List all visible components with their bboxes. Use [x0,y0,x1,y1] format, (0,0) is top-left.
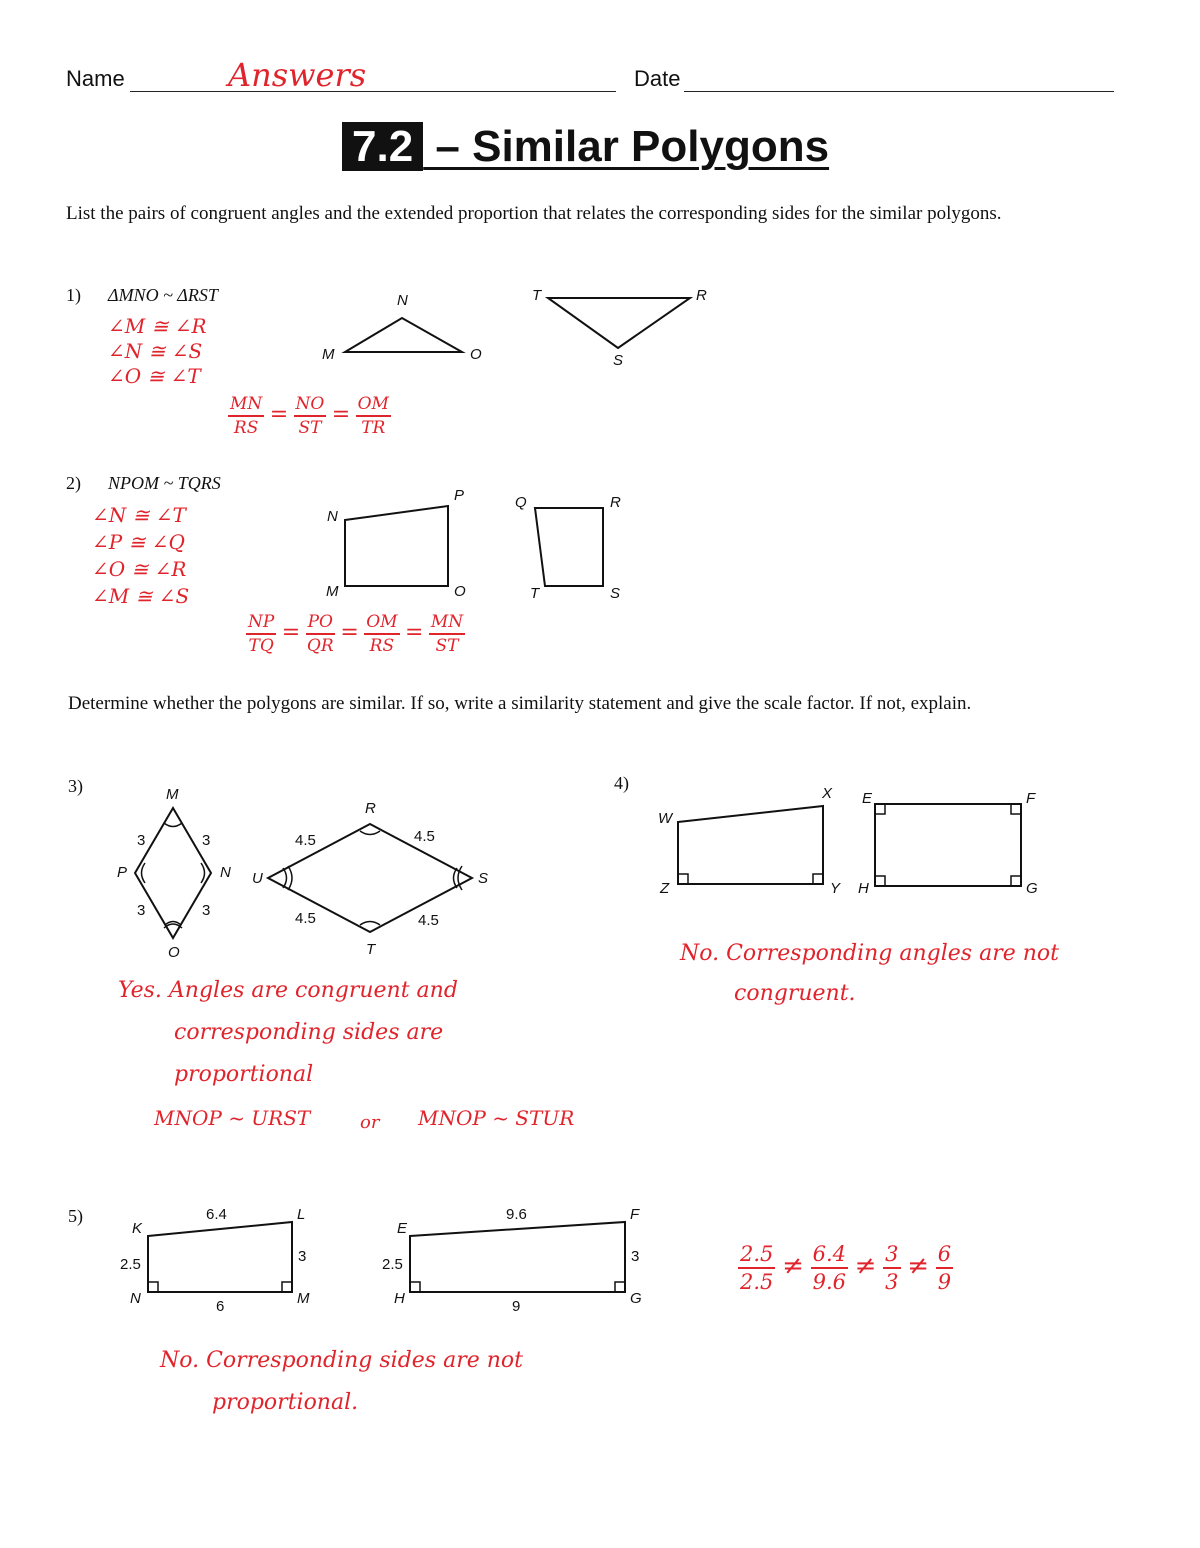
answer-line: proportional [174,1062,314,1087]
title-text: – Similar Polygons [423,122,830,171]
side-length: 2.5 [120,1256,141,1273]
similarity-statement-a: MNOP ~ URST [154,1106,311,1130]
vertex-label: S [613,352,624,369]
angle-pair: ∠O ≅ ∠R [92,557,187,581]
angle-pair: ∠M ≅ ∠R [108,314,207,338]
vertex-label: G [1026,880,1038,897]
side-length: 3 [202,902,211,919]
vertex-label: F [630,1206,640,1223]
instructions-1: List the pairs of congruent angles and the extended proportion that relates the corresponding sides for the similar polygons. [66,203,1002,224]
side-length: 6.4 [206,1206,227,1223]
problem-1-statement: ΔMNO ~ ΔRST [108,285,218,305]
quad-efgh [410,1222,625,1292]
angle-pair: ∠N ≅ ∠S [108,339,203,363]
vertex-label: T [366,941,376,958]
vertex-label: P [454,487,465,504]
vertex-label: Z [660,880,670,897]
problem-2-statement: NPOM ~ TQRS [108,473,221,493]
vertex-label: L [297,1206,306,1223]
problem-2-proportion: $\frac{NP}{TQ}$ = $\frac{PO}{QR}$ = $\frac{OM}{RS}$ = $\frac{MN}{ST}$ [248,612,464,656]
vertex-label: R [365,800,376,817]
vertex-label: M [326,583,339,600]
vertex-label: W [658,810,673,827]
vertex-label: R [610,494,621,511]
vertex-label: N [327,508,338,525]
problem-2-number: 2) [66,473,81,493]
vertex-label: M [166,786,179,803]
name-label: Name [66,66,125,91]
vertex-label: H [394,1290,405,1307]
side-length: 4.5 [295,832,316,849]
date-label: Date [634,66,681,91]
problem-1-proportion: $\frac{MN}{RS}$ = $\frac{NO}{ST}$ = $\frac{OM}{TR}$ [230,394,389,438]
vertex-label: M [297,1290,310,1307]
vertex-label: Y [830,880,841,897]
vertex-label: G [630,1290,642,1307]
answer-line: Yes. Angles are congruent and [118,978,458,1003]
problem-5-answer [160,1340,523,1424]
vertex-label: Q [515,494,527,511]
or-text: or [360,1112,380,1133]
instructions-2: Determine whether the polygons are similar. If so, write a similarity statement and give the scale factor. If not, explain. [68,693,972,714]
vertex-label: E [397,1220,408,1237]
problem-5-ratios: $\frac{2.5}{2.5}$ ≠ $\frac{6.4}{9.6}$ ≠ $\frac{3}{3}$ ≠ $\frac{6}{9}$ [740,1242,952,1294]
side-length: 9 [512,1298,521,1315]
similarity-statement-b: MNOP ~ STUR [418,1106,575,1130]
answer-line: congruent. [734,981,856,1006]
vertex-label: O [470,346,482,363]
side-length: 4.5 [295,910,316,927]
vertex-label: O [454,583,466,600]
vertex-label: F [1026,790,1036,807]
answer-line: No. Corresponding angles are not [680,941,1059,966]
side-length: 3 [202,832,211,849]
vertex-label: H [858,880,869,897]
answer-line: proportional. [212,1390,359,1415]
side-length: 3 [631,1248,640,1265]
side-length: 4.5 [414,828,435,845]
vertex-label: O [168,944,180,961]
problem-4-number: 4) [614,773,629,793]
angle-pair: ∠P ≅ ∠Q [92,530,185,554]
problem-3-number: 3) [68,776,83,796]
problem-5-number: 5) [68,1206,83,1226]
angle-pair: ∠N ≅ ∠T [92,503,186,527]
problem-1-number: 1) [66,285,81,305]
side-length: 3 [298,1248,307,1265]
name-value: Answers [228,56,367,94]
angle-pair: ∠M ≅ ∠S [92,584,190,608]
side-length: 6 [216,1298,225,1315]
side-length: 9.6 [506,1206,527,1223]
vertex-label: T [532,287,542,304]
vertex-label: S [610,585,621,602]
quad-klmn [148,1222,292,1292]
vertex-label: P [117,864,128,881]
answer-line: corresponding sides are [174,1020,444,1045]
vertex-label: N [130,1290,141,1307]
vertex-label: N [220,864,231,881]
vertex-label: U [252,870,263,887]
vertex-label: T [530,585,540,602]
vertex-label: R [696,287,707,304]
vertex-label: K [132,1220,143,1237]
side-length: 2.5 [382,1256,403,1273]
vertex-label: S [478,870,489,887]
vertex-label: M [322,346,335,363]
vertex-label: E [862,790,873,807]
section-number: 7.2 [342,122,423,171]
vertex-label: N [397,292,408,309]
angle-pair: ∠O ≅ ∠T [108,364,201,388]
vertex-label: X [822,785,833,802]
answer-line: No. Corresponding sides are not [160,1348,523,1373]
side-length: 4.5 [418,912,439,929]
side-length: 3 [137,902,146,919]
side-length: 3 [137,832,146,849]
